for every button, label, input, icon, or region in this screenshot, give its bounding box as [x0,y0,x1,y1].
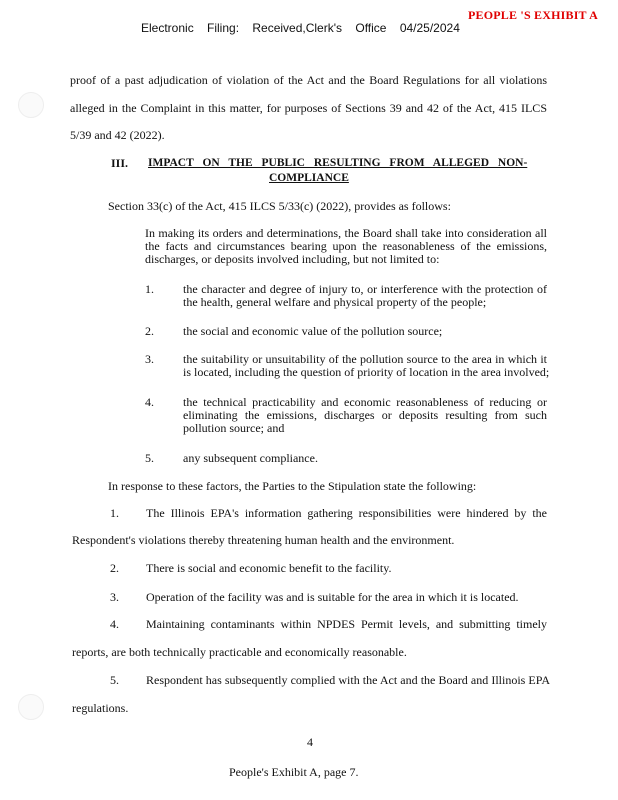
factor-text: eliminating the emissions, discharges or deposits resulting from such [183,408,547,422]
response-text: There is social and economic benefit to the facility. [146,561,392,575]
factor-number: 3. [145,352,154,366]
factor-number: 1. [145,282,154,296]
page-number: 4 [307,735,313,749]
response-number: 1. [110,506,119,520]
factor-text: the technical practicability and economic reasonableness of reducing or [183,395,547,409]
factor-text: the suitability or unsuitability of the pollution source to the area in which it [183,352,547,366]
response-text-cont: regulations. [72,701,129,715]
section-number: III. [111,156,129,170]
factor-text: is located, including the question of priority of location in the area involved; [183,365,550,379]
response-text: The Illinois EPA's information gathering responsibilities were hindered by the [146,506,547,520]
section-title: IMPACT ON THE PUBLIC RESULTING FROM ALLEGED NON- [148,157,528,169]
section-intro: Section 33(c) of the Act, 415 ILCS 5/33(c) (2022), provides as follows: [108,199,451,213]
response-text: Respondent has subsequently complied with the Act and the Board and Illinois EPA [146,673,550,687]
quote-line: the facts and circumstances bearing upon the reasonableness of the emissions, [145,239,547,253]
factor-number: 5. [145,451,154,465]
punch-hole [18,92,44,118]
response-number: 4. [110,617,119,631]
factor-number: 2. [145,324,154,338]
intro-line: proof of a past adjudication of violation of the Act and the Board Regulations for all violations [70,73,547,87]
response-text-cont: reports, are both technically practicable and economically reasonable. [72,645,407,659]
exhibit-stamp: PEOPLE 'S EXHIBIT A [468,8,598,22]
response-number: 3. [110,590,119,604]
response-text: Operation of the facility was and is suitable for the area in which it is located. [146,590,519,604]
factor-text: the social and economic value of the pollution source; [183,324,443,338]
response-intro: In response to these factors, the Parties to the Stipulation state the following: [108,479,477,493]
intro-line: 5/39 and 42 (2022). [70,128,165,142]
footer-exhibit-page: People's Exhibit A, page 7. [229,765,359,779]
factor-text: the health, general welfare and physical property of the people; [183,295,487,309]
intro-line: alleged in the Complaint in this matter, for purposes of Sections 39 and 42 of the Act, 415 ILCS [70,101,547,115]
response-number: 2. [110,561,119,575]
factor-number: 4. [145,395,154,409]
factor-text: pollution source; and [183,421,285,435]
response-text-cont: Respondent's violations thereby threatening human health and the environment. [72,533,455,547]
filing-stamp: Electronic Filing: Received,Clerk's Office 04/25/2024 [141,21,460,35]
quote-line: discharges, or deposits involved including, but not limited to: [145,252,440,266]
punch-hole [18,694,44,720]
response-text: Maintaining contaminants within NPDES Permit levels, and submitting timely [146,617,547,631]
factor-text: any subsequent compliance. [183,451,318,465]
response-number: 5. [110,673,119,687]
quote-line: In making its orders and determinations, the Board shall take into consideration all [145,226,547,240]
factor-text: the character and degree of injury to, or interference with the protection of [183,282,547,296]
section-title-cont: COMPLIANCE [269,172,349,184]
